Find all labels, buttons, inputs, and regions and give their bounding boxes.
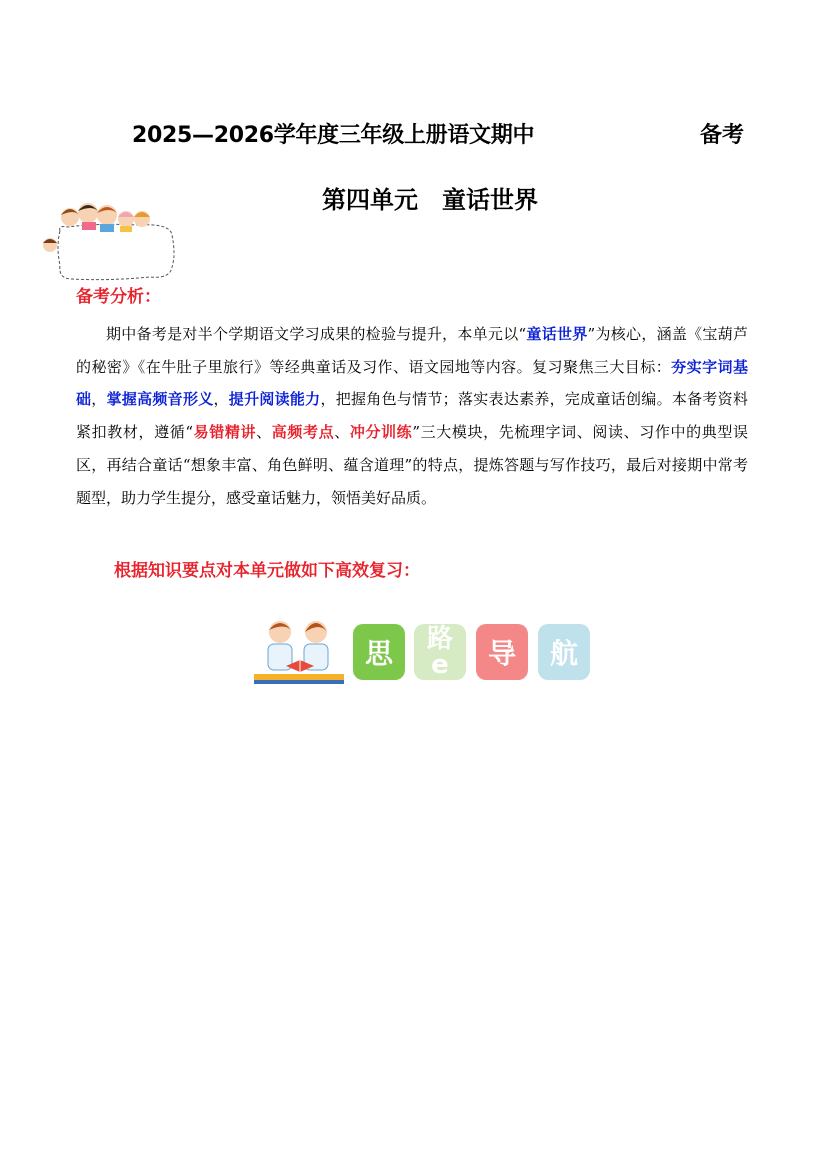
analysis-paragraph [76,318,748,514]
review-heading: 根据知识要点对本单元做如下高效复习： [114,561,420,581]
paragraph-text: 、 [334,423,350,442]
mind-map-nav-banner [254,614,594,686]
paragraph-text: ， [213,390,229,409]
nav-tile-hang: 航 [538,624,590,680]
document-title [132,118,752,150]
children-illustration [38,195,180,283]
title-main: 2025—2026学年度三年级上册语文期中 [132,123,535,148]
analysis-heading: 备考分析： [76,287,161,307]
paragraph-text: ， [91,390,107,409]
students-reading-illustration [254,614,346,686]
highlighted-keyword: 高频考点 [271,423,335,442]
highlighted-keyword: 提升阅读能力 [228,390,321,409]
paragraph-text: ”三大模块，先梳理字词、阅读、习作中的典型误区，再结合童话“想象丰富、角色鲜明、蕴含道理”的特点，提炼答题与写作技巧，最后对接期中常考题型，助力学生提分，感受童话魅力，领悟美好品质。 [76,423,748,507]
title-tail: 备考 [699,123,744,148]
unit-subtitle: 第四单元 童话世界 [322,186,538,214]
highlighted-keyword: 掌握高频音形义 [106,390,214,409]
paragraph-text: 期中备考是对半个学期语文学习成果的检验与提升，本单元以“ [106,325,527,343]
highlighted-keyword: 童话世界 [526,325,588,343]
highlighted-keyword: 易错精讲 [193,423,257,442]
paragraph-text: ”为核心，涵盖《宝葫芦的秘密》《在牛肚子里旅行》等经典童话及习作、语文园地等内容。复习聚焦三大目标： [76,325,748,376]
paragraph-text: ，把握角色与情节；落实表达素养，完成童话创编。本备考资料紧扣教材，遵循“ [76,390,748,442]
highlighted-keyword: 冲分训练 [349,423,413,442]
highlighted-keyword: 夯实字词基础 [76,357,748,409]
nav-tile-si: 思 [353,624,405,680]
nav-tile-lu-char: 路 [426,624,453,654]
nav-tile-lu [414,624,466,680]
paragraph-text: 、 [256,423,272,442]
nav-tile-lu-extra: e [431,650,449,680]
nav-tile-dao: 导 [476,624,528,680]
